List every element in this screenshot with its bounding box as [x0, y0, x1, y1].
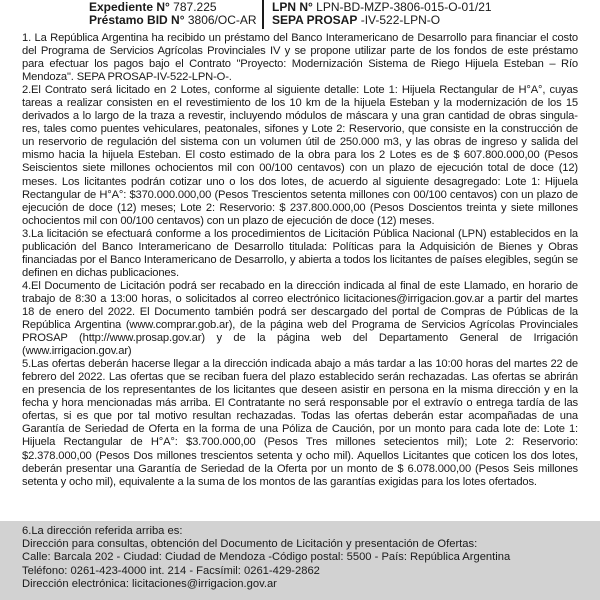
header-divider	[262, 0, 264, 29]
paragraph-4: 4.El Documento de Licitación podrá ser recabado en la dirección indicada al final de este Llamado, en horario de trabajo de 8:30 a 13:00 horas, o solicitados al correo electrónico licitaciones@irrigacion.gov.ar a partir del martes 18 de enero del 2022. El Documento también podrá ser descargado del portal de Compras de Públicas de la República Argentina (www.comprar.gob.ar), de la página web del Programa de Servicios Agrícolas Provinciales PROSAP (http://www.prosap.gov.ar) y de la página web del Departamento General de Irrigación (www.irrigacion.gov.ar)	[22, 279, 578, 358]
document-body	[22, 32, 578, 489]
address-heading: 6.La dirección referida arriba es:	[22, 525, 183, 537]
paragraph-2: 2.El Contrato será licitado en 2 Lotes, conforme al siguiente detalle: Lote 1: Hijuela Rectangular de H°A°, cuyas tareas a realizar consisten en el revestimiento de los 10 km de la hijuela Esteban y la modernización de los 15 derivados a lo largo de la traza a revestir, incluyendo módulos de máscara y una gran cantidad de obras singulares, tales como puentes vehiculares, peatonales, sifones y Lote 2: Reservorio, que consiste en la construcción de un reservorio de regulación del sistema con un volumen útil de 250.000 m3, y las obras de ingreso y salida del mismo hacia la hijuela Esteban. El costo estimado de la obra para los 2 Lotes es de $ 607.800.000,00 (Pesos Seiscientos siete millones ochocientos mil con 00/100 centavos) con un plazo de ejecución total de doce (12) meses. Los licitantes podrán cotizar uno o los dos lotes, de acuerdo al siguiente desagregado: Lote 1: Hijuela Rectangular de H°A°: $370.000.000,00 (Pesos Trescientos setenta millones con 00/100 centavos) con un plazo de ejecución de doce (12) meses; Lote 2: Reservorio: $ 237.800.000,00 (Pesos Doscientos treinta y siete millones ochocientos mil con 00/100 centavos) con un plazo de ejecución de doce (12) meses.	[22, 84, 578, 227]
address-line-consultas: Dirección para consultas, obtención del Documento de Licitación y presentación de Ofertas:	[22, 538, 478, 551]
sepa-line	[272, 14, 492, 27]
paragraph-1: 1. La República Argentina ha recibido un préstamo del Banco Interamericano de Desarrollo para financiar el costo del Programa de Servicios Agrícolas Provinciales IV y se propone utilizar parte de los fondos de este préstamo para efectuar los pagos bajo el Contrato "Proyecto: Modernización Sistema de Riego Hijuela Esteban – Río Mendoza". SEPA PROSAP-IV-522-LPN-O-.	[22, 32, 578, 84]
address-text	[22, 525, 592, 591]
address-line-phone: Teléfono: 0261-423-4000 int. 214 - Facsímil: 0261-429-2862	[22, 564, 320, 577]
prestamo-line	[89, 14, 257, 27]
expediente-value: 787.225	[173, 0, 217, 14]
sepa-value: -IV-522-LPN-O	[360, 13, 441, 27]
paragraph-5: 5.Las ofertas deberán hacerse llegar a la dirección indicada abajo a más tardar a las 10:00 horas del martes 22 de febrero del 2022. Las ofertas que se reciban fuera del plazo establecido serán rechazadas. Las ofertas se abrirán en presencia de los representantes de los licitantes que deseen asistir en persona en la misma dirección y en la fecha y hora mencionadas más arriba. El Contratante no será responsable por el extravío o entrega tardía de las ofertas, si es que por tal motivo resultan rechazadas. Todas las ofertas deberán estar acompañadas de una Garantía de Seriedad de Oferta en la forma de una Póliza de Caución, por un monto para cada lote de: Lote 1: Hijuela Rectangular de H°A°: $3.700.000,00 (Pesos Tres millones setecientos mil); Lote 2: Reservorio: $2.378.000,00 (Pesos Dos millones trescientos setenta y ocho mil). Aquellos Licitantes que coticen los dos lotes, deberán presentar una Garantía de Seriedad de la Oferta por un monto de $ 6.078.000,00 (Pesos Seis millones setenta y ocho mil), equivalente a la suma de los montos de las garantías exigidas para los lotes ofertados.	[22, 358, 578, 488]
header-left-column	[89, 1, 257, 27]
paragraph-3: 3.La licitación se efectuará conforme a los procedimientos de Licitación Pública Nacional (LPN) establecidos en la publicación del Banco Interamericano de Desarrollo titulada: Políticas para la Adquisición de Bienes y Obras financiadas por el Banco Interamericano de Desarrollo, y abierta a todos los licitantes de países elegibles, según se definen en dichas publicaciones.	[22, 227, 578, 279]
sepa-label: SEPA PROSAP	[272, 13, 358, 27]
address-line-email: Dirección electrónica: licitaciones@irrigacion.gov.ar	[22, 577, 277, 590]
address-box	[0, 521, 600, 600]
address-line-street: Calle: Barcala 202 - Ciudad: Ciudad de Mendoza -Código postal: 5500 - País: República Argentina	[22, 551, 511, 564]
lpn-value: LPN-BD-MZP-3806-015-O-01/21	[316, 0, 492, 14]
prestamo-value: 3806/OC-AR	[187, 13, 257, 27]
document-header	[0, 0, 600, 30]
header-right-column	[272, 1, 492, 27]
prestamo-label: Préstamo BID N°	[89, 13, 185, 27]
expediente-label: Expediente N°	[89, 0, 170, 14]
lpn-label: LPN N°	[272, 0, 313, 14]
